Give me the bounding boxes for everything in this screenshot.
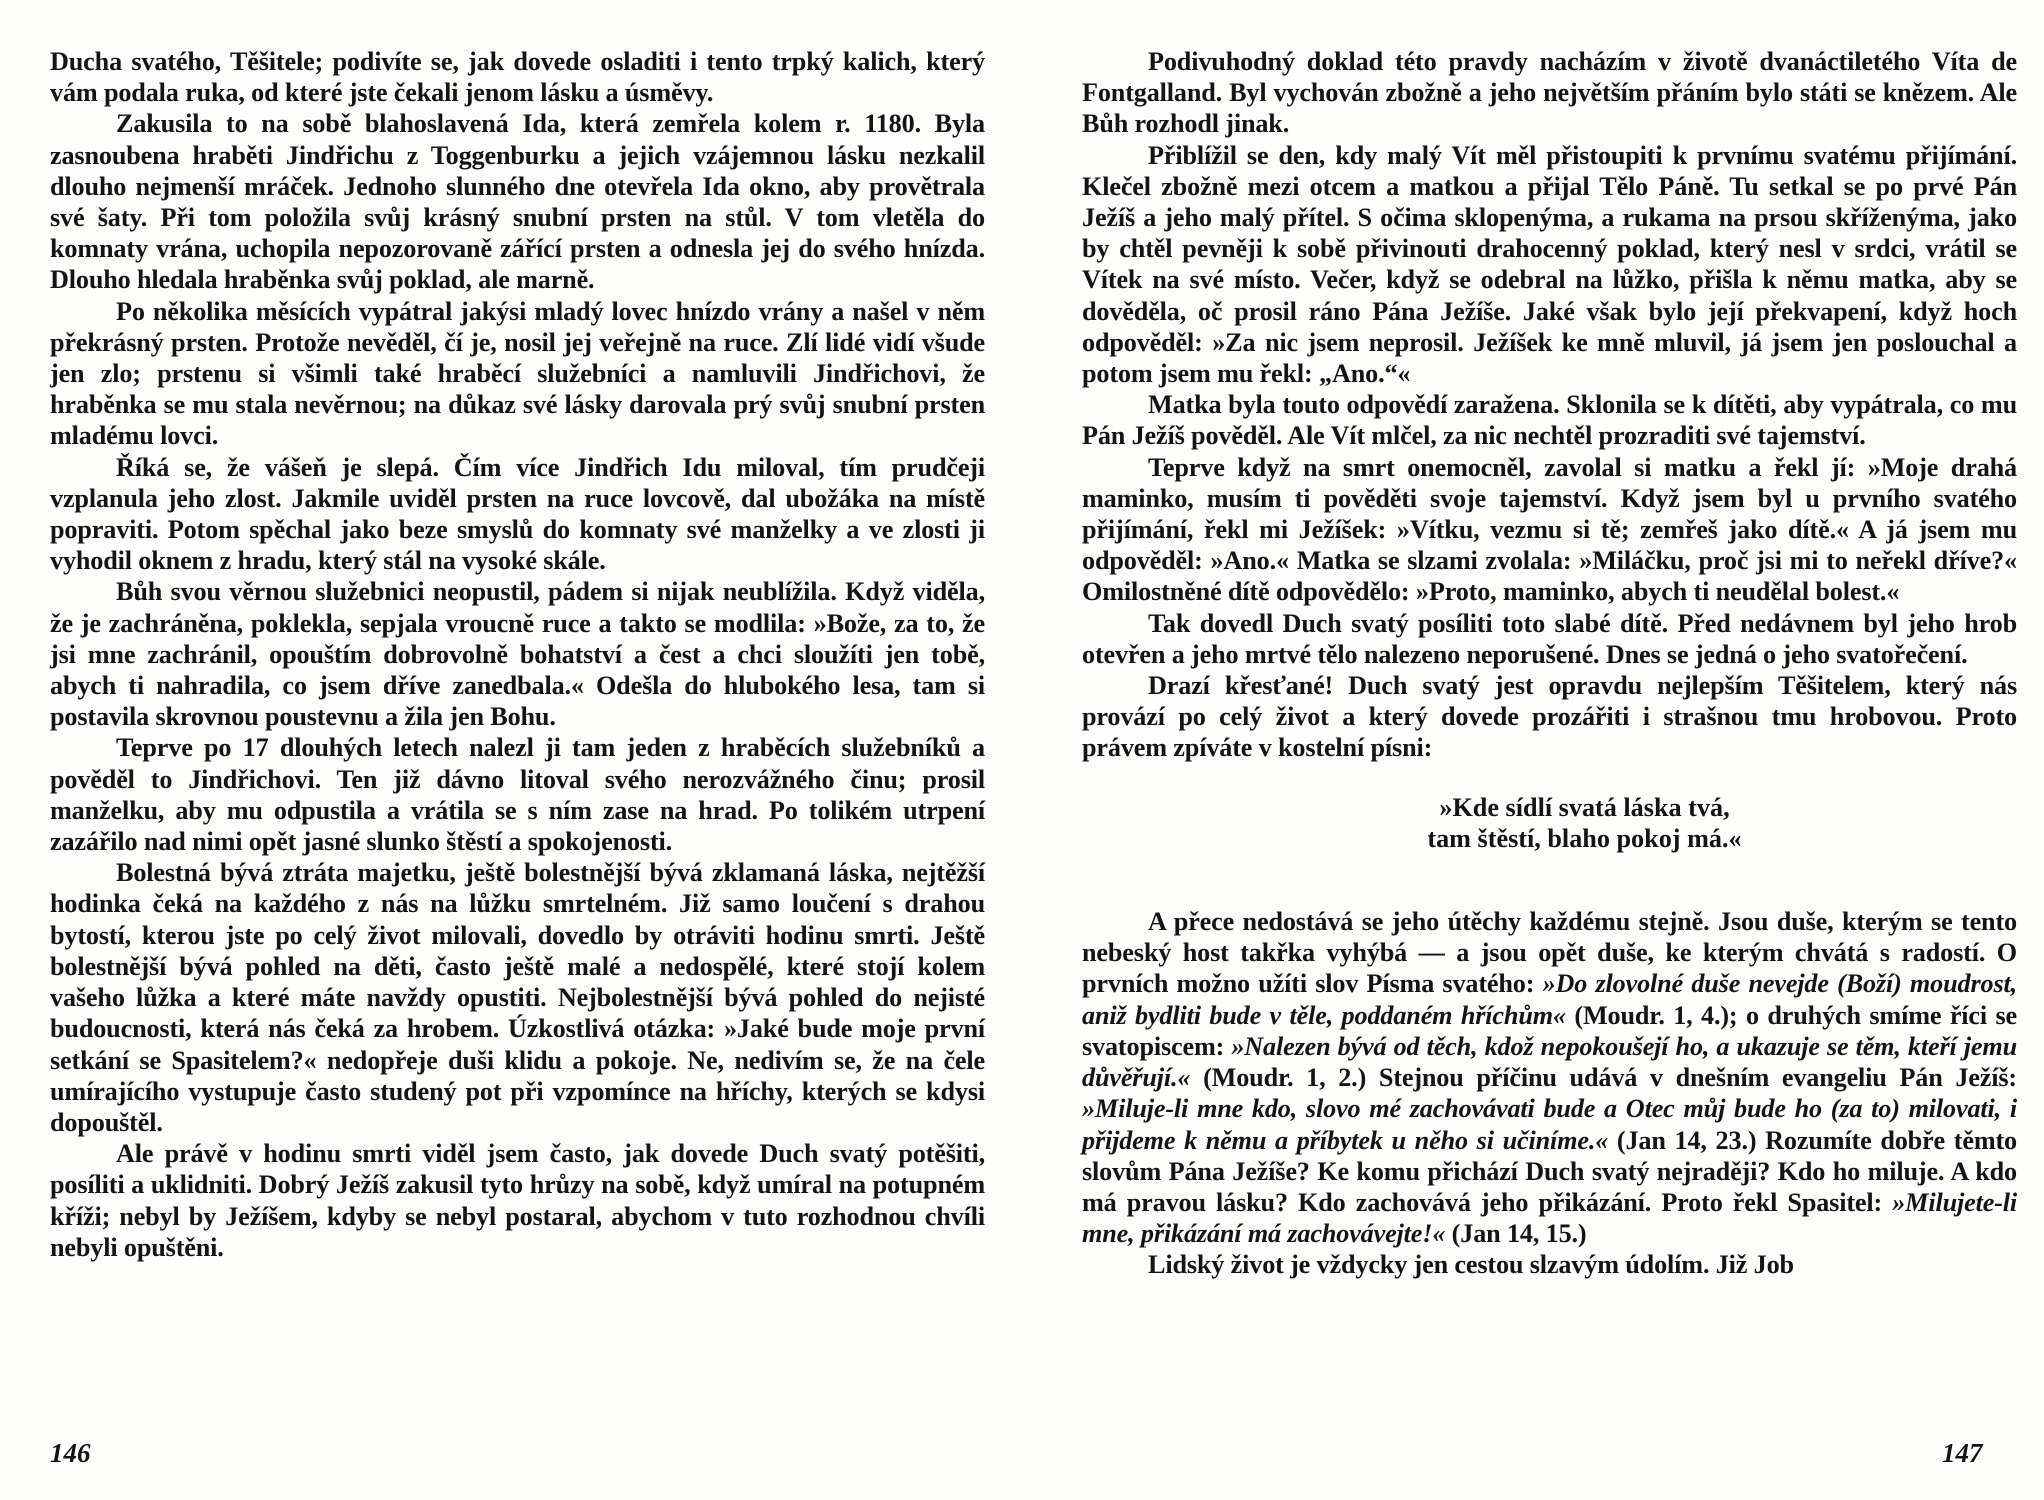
- paragraph: Ale právě v hodinu smrti viděl jsem často, jak dovede Duch svatý potěšiti, posíliti a uklidniti. Dobrý Ježíš zakusil tyto hrůzy na sobě, když umíral na potupném kříži; nebyl by Ježíšem, kdyby se nebyl postaral, abychom v tuto rozhodnou chvíli nebyli opuštěni.: [50, 1139, 985, 1262]
- text-run: A přece nedostává se jeho útěchy každému stejně. Jsou duše, kterým se tento nebeský host takřka vyhýbá — a jsou opět duše, ke kterým chvátá s radostí. O prvních možno užíti slov Písma svatého:: [1082, 907, 2017, 999]
- paragraph: Říká se, že vášeň je slepá. Čím více Jindřich Idu miloval, tím prudčeji vzplanula jeho zlost. Jakmile uviděl prsten na ruce lovcově, dal ubožáka na místě popraviti. Potom spěchal jako beze smyslů do komnaty své manželky a ve zlosti ji vyhodil oknem z hradu, který stál na vysoké skále.: [50, 452, 985, 576]
- page-number-right: 147: [1942, 1438, 1983, 1468]
- paragraph: Po několika měsících vypátral jakýsi mladý lovec hnízdo vrány a našel v něm překrásný prsten. Protože nevěděl, čí je, nosil jej veřejně na ruce. Zlí lidé vidí všude jen zlo; prstenu si všimli také hraběcí služebníci a namluvili Jindřichovi, že hraběnka se mu stala nevěrnou; na důkaz své lásky darovala prý svůj snubní prsten mladému lovci.: [50, 296, 985, 451]
- text-run: (Moudr. 1, 2.) Stejnou příčinu udává v dnešním evangeliu Pán Ježíš:: [1190, 1063, 2017, 1093]
- paragraph: [1082, 906, 2017, 1249]
- scripture-quote: »Nalezen bývá od těch, kdož nepokoušejí ho, a ukazuje se těm, kteří jemu důvěřují.«: [1082, 1031, 2017, 1093]
- poem-line: tam štěstí, blaho pokoj má.«: [1427, 823, 1742, 853]
- poem-line: »Kde sídlí svatá láska tvá,: [1439, 792, 1730, 822]
- paragraph: Drazí křesťané! Duch svatý jest opravdu nejlepším Těšitelem, který nás provází po celý život a který dovede prozářiti i strašnou tmu hrobovou. Proto právem zpíváte v kostelní písni:: [1082, 671, 2017, 763]
- scripture-quote: »Milujete-li mne, přikázání má zachovávejte!«: [1082, 1187, 2017, 1249]
- left-page: [50, 46, 985, 1263]
- paragraph: Bolestná bývá ztráta majetku, ještě bolestnější bývá zklamaná láska, nejtěžší hodinka čeká na každého z nás na lůžku smrtelném. Již samo loučení s drahou bytostí, kterou jste po celý život milovali, dovedlo by otráviti hodinu smrti. Ještě bolestnější bývá pohled na děti, často ještě malé a nedospělé, které stojí kolem vašeho lůžka a které máte navždy opustiti. Nejbolestnější bývá pohled do nejisté budoucnosti, která nás čeká za hrobem. Úzkostlivá otázka: »Jaké bude moje první setkání se Spasitelem?« nedopřeje duši klidu a pokoje. Ne, nedivím se, že na čele umírajícího vystupuje často studený pot při vzpomínce na hříchy, kterých se kdysi dopouštěl.: [50, 858, 985, 1137]
- paragraph: Ducha svatého, Těšitele; podivíte se, jak dovede osladiti i tento trpký kalich, který vám podala ruka, od které jste čekali jenom lásku a úsměvy.: [50, 47, 985, 108]
- scripture-quote: »Do zlovolné duše nevejde (Boží) moudrost, aniž bydliti bude v těle, poddaném hříchům«: [1082, 969, 2018, 1030]
- paragraph: Podivuhodný doklad této pravdy nacházím v životě dvanáctiletého Víta de Fontgalland. Byl vychován zbožně a jeho největším přáním bylo státi se knězem. Ale Bůh rozhodl jinak.: [1082, 47, 2017, 139]
- paragraph: Přiblížil se den, kdy malý Vít měl přistoupiti k prvnímu svatému přijímání. Klečel zbožně mezi otcem a matkou a přijal Tělo Páně. Tu setkal se po prvé Pán Ježíš a jeho malý přítel. S očima sklopenýma, a rukama na prsou skříženýma, jako by chtěl pevněji k sobě přivinouti drahocenný poklad, který nesl v srdci, vrátil se Vítek na své místo. Večer, když se odebral na lůžko, přišla k němu matka, aby se dověděla, oč prosil ráno Pána Ježíše. Jaké však bylo její překvapení, když hoch odpověděl: »Za nic jsem neprosil. Ježíšek ke mně mluvil, já jsem jen poslouchal a potom jsem mu řekl: „Ano.“«: [1082, 140, 2017, 389]
- text-run: (Moudr. 1, 4.); o druhých smíme říci se svatopiscem:: [1082, 1000, 2017, 1061]
- scripture-quote: »Miluje-li mne kdo, slovo mé zachovávati bude a Otec můj bude ho (za to) milovati, i přijdeme k němu a příbytek u něho si učiníme.«: [1082, 1094, 2017, 1155]
- paragraph: Matka byla touto odpovědí zaražena. Sklonila se k dítěti, aby vypátrala, co mu Pán Ježíš pověděl. Ale Vít mlčel, za nic nechtěl prozraditi své tajemství.: [1082, 390, 2017, 451]
- paragraph: Teprve když na smrt onemocněl, zavolal si matku a řekl jí: »Moje drahá maminko, musím ti pověděti svoje tajemství. Když jsem byl u prvního svatého přijímání, řekl mi Ježíšek: »Vítku, vezmu si tě; zemřeš jako dítě.« A já jsem mu odpověděl: »Ano.« Matka se slzami zvolala: »Miláčku, proč jsi mi to neřekl dříve?« Omilostněné dítě odpovědělo: »Proto, maminko, abych ti neudělal bolest.«: [1082, 452, 2017, 607]
- paragraph: Bůh svou věrnou služebnici neopustil, pádem si nijak neublížila. Když viděla, že je zachráněna, poklekla, sepjala vroucně ruce a takto se modlila: »Bože, za to, že jsi mne zachránil, opouštím dobrovolně bohatství a čest a chci sloužíti jen tobě, abych ti nahradila, co jsem dříve zanedbala.« Odešla do hlubokého lesa, tam si postavila skrovnou poustevnu a žila jen Bohu.: [50, 577, 985, 732]
- paragraph: Teprve po 17 dlouhých letech nalezl ji tam jeden z hraběcích služebníků a pověděl to Jindřichovi. Ten již dávno litoval svého nerozvážného činu; prosil manželku, aby mu odpustila a vrátila se s ním zase na hrad. Po tolikém utrpení zazářilo nad nimi opět jasné slunko štěstí a spokojenosti.: [50, 733, 985, 857]
- right-page: [1082, 46, 2017, 1281]
- text-run: (Jan 14, 15.): [1445, 1219, 1587, 1249]
- hymn-quote: [1082, 792, 2017, 854]
- paragraph: Tak dovedl Duch svatý posíliti toto slabé dítě. Před nedávnem byl jeho hrob otevřen a jeho mrtvé tělo nalezeno neporušené. Dnes se jedná o jeho svatořečení.: [1082, 608, 2017, 669]
- text-run: (Jan 14, 23.) Rozumíte dobře těmto slovům Pána Ježíše? Ke komu přichází Duch svatý nejraději? Kdo ho miluje. A kdo má pravou lásku? Kdo zachovává jeho přikázání. Proto řekl Spasitel:: [1082, 1125, 2017, 1217]
- paragraph: Zakusila to na sobě blahoslavená Ida, která zemřela kolem r. 1180. Byla zasnoubena hraběti Jindřichu z Toggenburku a jejich vzájemnou lásku nezkalil dlouho nejmenší mráček. Jednoho slunného dne otevřela Ida okno, aby provětrala své šaty. Při tom položila svůj krásný snubní prsten na stůl. V tom vletěla do komnaty vrána, uchopila nepozorovaně zářící prsten a odnesla jej do svého hnízda. Dlouho hledala hraběnka svůj poklad, ale marně.: [50, 109, 985, 295]
- paragraph: Lidský život je vždycky jen cestou slzavým údolím. Již Job: [1148, 1250, 1794, 1280]
- page-number-left: 146: [50, 1438, 91, 1468]
